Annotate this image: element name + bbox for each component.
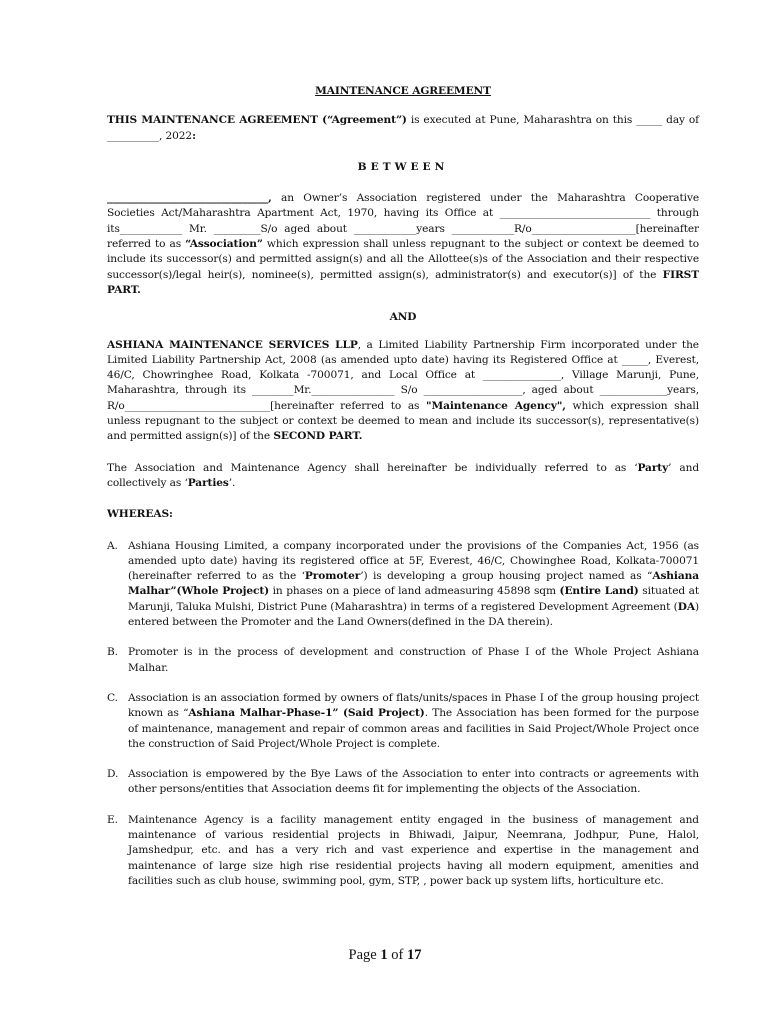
recital-a-text-2: ’) is developing a group housing project named as “ <box>360 570 653 583</box>
parties-definition-paragraph <box>107 461 699 492</box>
second-party-text-1: , a Limited Liability Partnership Firm incorporated under the Limited Liability Partnership Act, 2008 (as amended upto date) having its Registered Office at _____, Everest, 46/C, Chowringhee Road, Kolkata -700071, and Local Office at _______________, Village Marunji, Pune, Maharashtra, through its ________Mr.________________ S/o ___________________, aged about _____________years, R/o____________________________[hereinafter referred to as <box>107 338 699 412</box>
intro-text: is executed at Pune, Maharashtra on this _____ day of __________, 2022 <box>107 114 699 142</box>
document-title: MAINTENANCE AGREEMENT <box>315 85 491 97</box>
second-party-paragraph <box>107 338 699 445</box>
party-term: Party <box>637 461 669 474</box>
first-part-label: FIRST PART. <box>107 268 699 296</box>
recital-e-marker: E. <box>107 813 118 826</box>
second-party-name: ASHIANA MAINTENANCE SERVICES LLP <box>107 338 358 351</box>
recital-e-text: Maintenance Agency is a facility management entity engaged in the business of management and maintenance of various residential projects in Bhiwadi, Jaipur, Neemrana, Jodhpur, Pune, Halol, Jamshedpur, etc. and has a very rich and vast experience and expertise in the management and maintenance of large size high rise residential projects having all modern equipment, amenities and facilities such as club house, swimming pool, gym, STP, , power back up system lifts, horticulture etc. <box>128 813 699 887</box>
recital-b-text: Promoter is in the process of development and construction of Phase I of the Whole Project Ashiana Malhar. <box>128 646 699 674</box>
intro-bold-lead: THIS MAINTENANCE AGREEMENT (“Agreement”) <box>107 114 407 127</box>
first-party-paragraph <box>107 191 699 298</box>
parties-def-text-2: ’ and collectively as ‘ <box>107 461 699 489</box>
da-term: DA <box>677 600 695 613</box>
recital-a-marker: A. <box>107 539 118 552</box>
recital-d-marker: D. <box>107 768 119 781</box>
first-party-text-1: an Owner’s Association registered under the Maharashtra Cooperative Societies Act/Maharashtra Apartment Act, 1970, having its Office at _____________________________ through its____________ Mr. _________S/o aged about ____________years ____________R/o____________________[hereinafter referred to as <box>107 192 699 251</box>
total-pages-number: 17 <box>406 947 422 963</box>
entire-land-term: (Entire Land) <box>559 585 639 598</box>
recital-c-text-2: . The Association has been formed for the purpose of maintenance, management and repair of common areas and facilities in Said Project/Whole Project once the construction of Said Project/Whole Project is complete. <box>128 707 699 750</box>
first-party-blank: _______________________________, <box>107 192 272 205</box>
recital-a-text-1: Ashiana Housing Limited, a company incorporated under the provisions of the Companies Act, 1956 (as amended upto date) having its registered office at 5F, Everest, 46/C, Chowinghee Road, Kolkata-700071 (hereinafter referred to as the ‘ <box>128 539 699 583</box>
recital-a <box>107 539 699 631</box>
whole-project-term: Ashiana Malhar”(Whole Project) <box>128 570 699 598</box>
recital-c-text-1: Association is an association formed by owners of flats/units/spaces in Phase I of the group housing project known as “ <box>128 691 699 720</box>
document-body <box>107 84 699 904</box>
recital-c-marker: C. <box>107 691 118 704</box>
recital-d <box>107 767 699 798</box>
association-term: “Association” <box>185 238 263 251</box>
intro-colon: : <box>192 129 196 142</box>
page-word: Page <box>348 947 381 963</box>
recital-c <box>107 691 699 752</box>
whereas-heading: WHEREAS: <box>107 508 173 521</box>
current-page-number: 1 <box>380 947 388 963</box>
of-word: of <box>387 947 407 963</box>
page-number-footer <box>0 946 770 964</box>
and-heading: AND <box>389 311 417 324</box>
second-party-text-2: which expression shall unless repugnant to the subject or context be deemed to mean and include its successor(s), representative(s) and permitted assign(s)] of the <box>107 399 700 443</box>
recital-a-text-4: situated at Marunji, Taluka Mulshi, District Pune (Maharashtra) in terms of a registered Development Agreement ( <box>128 585 700 613</box>
intro-paragraph <box>107 113 699 144</box>
parties-term: Parties <box>187 476 229 489</box>
recital-a-text-3: in phases on a piece of land admeasuring 45898 sqm <box>269 585 560 598</box>
promoter-term: Promoter <box>304 570 361 583</box>
said-project-term: Ashiana Malhar-Phase-1” (Said Project) <box>188 707 425 720</box>
recital-e <box>107 813 699 889</box>
maintenance-agency-term: "Maintenance Agency", <box>426 399 566 412</box>
recital-b <box>107 645 699 676</box>
recital-b-marker: B. <box>107 646 118 659</box>
parties-def-text-1: The Association and Maintenance Agency shall hereinafter be individually referred to as ‘ <box>107 461 638 474</box>
first-party-text-2: which expression shall unless repugnant to the subject or context be deemed to include its successor(s) and permitted assign(s) and all the Allottee(s)s of the Association and their respective successor(s)/legal heir(s), nominee(s), permitted assign(s), administrator(s) and executor(s)] of the <box>107 238 699 281</box>
second-part-label: SECOND PART. <box>273 430 363 443</box>
recital-a-text-5: ) entered between the Promoter and the Land Owners(defined in the DA therein). <box>128 600 699 629</box>
recital-d-text: Association is empowered by the Bye Laws of the Association to enter into contracts or agreements with other persons/entities that Association deems fit for implementing the objects of the Association. <box>128 768 699 796</box>
parties-def-text-3: ’. <box>228 476 236 489</box>
recitals-list <box>107 539 699 890</box>
between-heading: BETWEEN <box>357 160 449 173</box>
